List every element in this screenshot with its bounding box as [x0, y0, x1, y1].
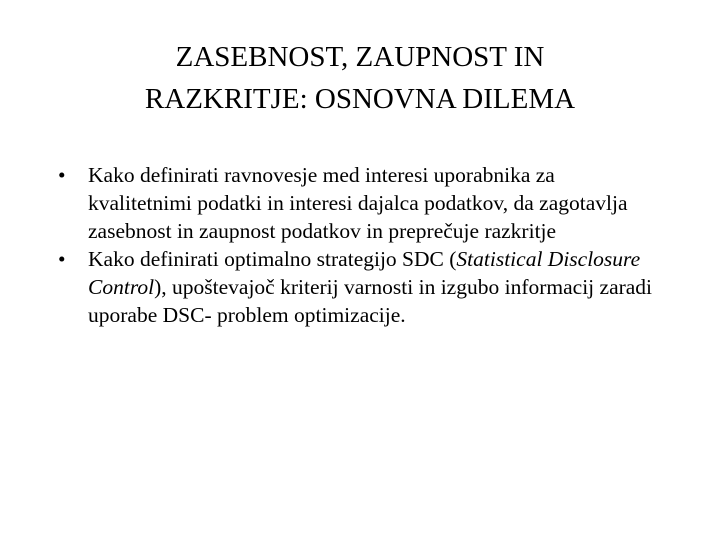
bullet-item-1 — [58, 161, 658, 245]
bullet-dot-icon: • — [58, 247, 66, 271]
bullet-dot-icon: • — [58, 163, 66, 187]
slide-title — [60, 36, 660, 120]
slide-title-line-2: RAZKRITJE: OSNOVNA DILEMA — [144, 83, 576, 115]
bullet-list — [58, 161, 658, 329]
slide-title-line-1: ZASEBNOST, ZAUPNOST IN — [175, 41, 545, 73]
bullet-2-text-after: ), upoštevajoč kriterij varnosti in izgubo informacij zaradi uporabe DSC- problem optimizacije. — [88, 275, 653, 327]
bullet-2-text-italic: Statistical Disclosure Control — [88, 247, 641, 299]
bullet-1-text: Kako definirati ravnovesje med interesi uporabnika za kvalitetnimi podatki in interesi dajalca podatkov, da zagotavlja zasebnost in zaupnost podatkov in preprečuje razkritje — [88, 163, 628, 243]
bullet-2-text-before: Kako definirati optimalno strategijo SDC ( — [88, 247, 457, 271]
bullet-item-2 — [58, 245, 658, 329]
